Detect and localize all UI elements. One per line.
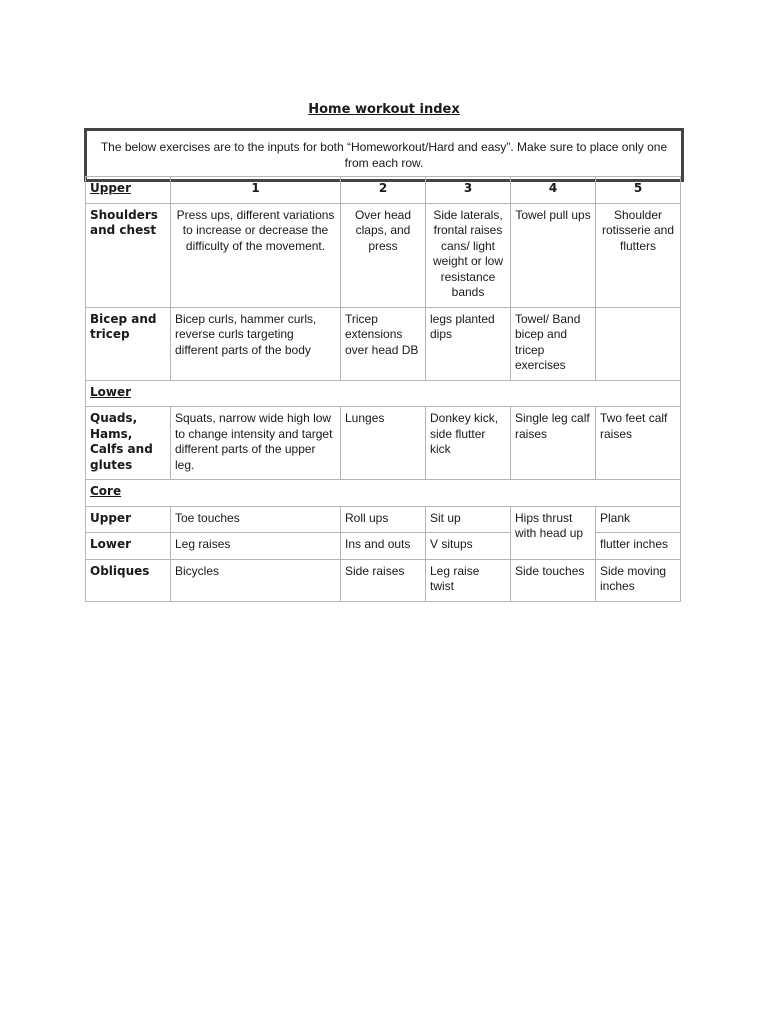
column-header-3: 3 xyxy=(426,177,511,204)
section-label-lower: Lower xyxy=(90,384,132,399)
table-cell xyxy=(596,307,681,380)
row-label-core-upper: Upper xyxy=(86,506,171,533)
workout-table xyxy=(85,176,681,602)
table-cell: Sit up xyxy=(426,506,511,533)
table-cell: Hips thrust with head up xyxy=(511,506,596,559)
table-cell: Shoulder rotisserie and flutters xyxy=(596,203,681,307)
column-header-1: 1 xyxy=(171,177,341,204)
table-cell: Bicep curls, hammer curls, reverse curls targeting different parts of the body xyxy=(171,307,341,380)
table-cell: Towel pull ups xyxy=(511,203,596,307)
table-cell: Single leg calf raises xyxy=(511,407,596,480)
table-cell: Leg raises xyxy=(171,533,341,560)
table-cell: Side touches xyxy=(511,559,596,601)
column-header-4: 4 xyxy=(511,177,596,204)
table-row xyxy=(86,407,681,480)
column-header-5: 5 xyxy=(596,177,681,204)
table-cell: Toe touches xyxy=(171,506,341,533)
table-row xyxy=(86,559,681,601)
section-row-lower xyxy=(86,380,681,407)
table-cell: flutter inches xyxy=(596,533,681,560)
section-row-core xyxy=(86,480,681,507)
section-label-cell xyxy=(86,480,681,507)
table-cell: Tricep extensions over head DB xyxy=(341,307,426,380)
instructions-note: The below exercises are to the inputs for both “Homeworkout/Hard and easy”. Make sure to place only one from each row. xyxy=(84,128,684,182)
section-label-cell xyxy=(86,380,681,407)
table-cell: Donkey kick, side flutter kick xyxy=(426,407,511,480)
table-cell: Squats, narrow wide high low to change intensity and target different parts of the upper leg. xyxy=(171,407,341,480)
row-label-arms: Bicep and tricep xyxy=(86,307,171,380)
row-label-obliques: Obliques xyxy=(86,559,171,601)
table-cell: Side moving inches xyxy=(596,559,681,601)
table-cell: Plank xyxy=(596,506,681,533)
table-cell: Two feet calf raises xyxy=(596,407,681,480)
table-cell: Lunges xyxy=(341,407,426,480)
table-cell: Roll ups xyxy=(341,506,426,533)
table-cell: Leg raise twist xyxy=(426,559,511,601)
row-label-shoulders: Shoulders and chest xyxy=(86,203,171,307)
row-label-legs: Quads, Hams, Calfs and glutes xyxy=(86,407,171,480)
table-cell: V situps xyxy=(426,533,511,560)
table-cell: Bicycles xyxy=(171,559,341,601)
table-cell: Ins and outs xyxy=(341,533,426,560)
row-label-core-lower: Lower xyxy=(86,533,171,560)
upper-header-cell xyxy=(86,177,171,204)
table-cell: Over head claps, and press xyxy=(341,203,426,307)
table-cell: Side laterals, frontal raises cans/ light weight or low resistance bands xyxy=(426,203,511,307)
column-header-2: 2 xyxy=(341,177,426,204)
table-row xyxy=(86,307,681,380)
table-row xyxy=(86,506,681,533)
page-title: Home workout index xyxy=(308,102,460,117)
upper-header-label: Upper xyxy=(90,181,131,195)
table-row xyxy=(86,203,681,307)
table-cell: legs planted dips xyxy=(426,307,511,380)
table-cell: Press ups, different variations to increase or decrease the difficulty of the movement. xyxy=(171,203,341,307)
section-label-core: Core xyxy=(90,484,122,498)
table-header-row xyxy=(86,177,681,204)
table-cell: Towel/ Band bicep and tricep exercises xyxy=(511,307,596,380)
table-cell: Side raises xyxy=(341,559,426,601)
